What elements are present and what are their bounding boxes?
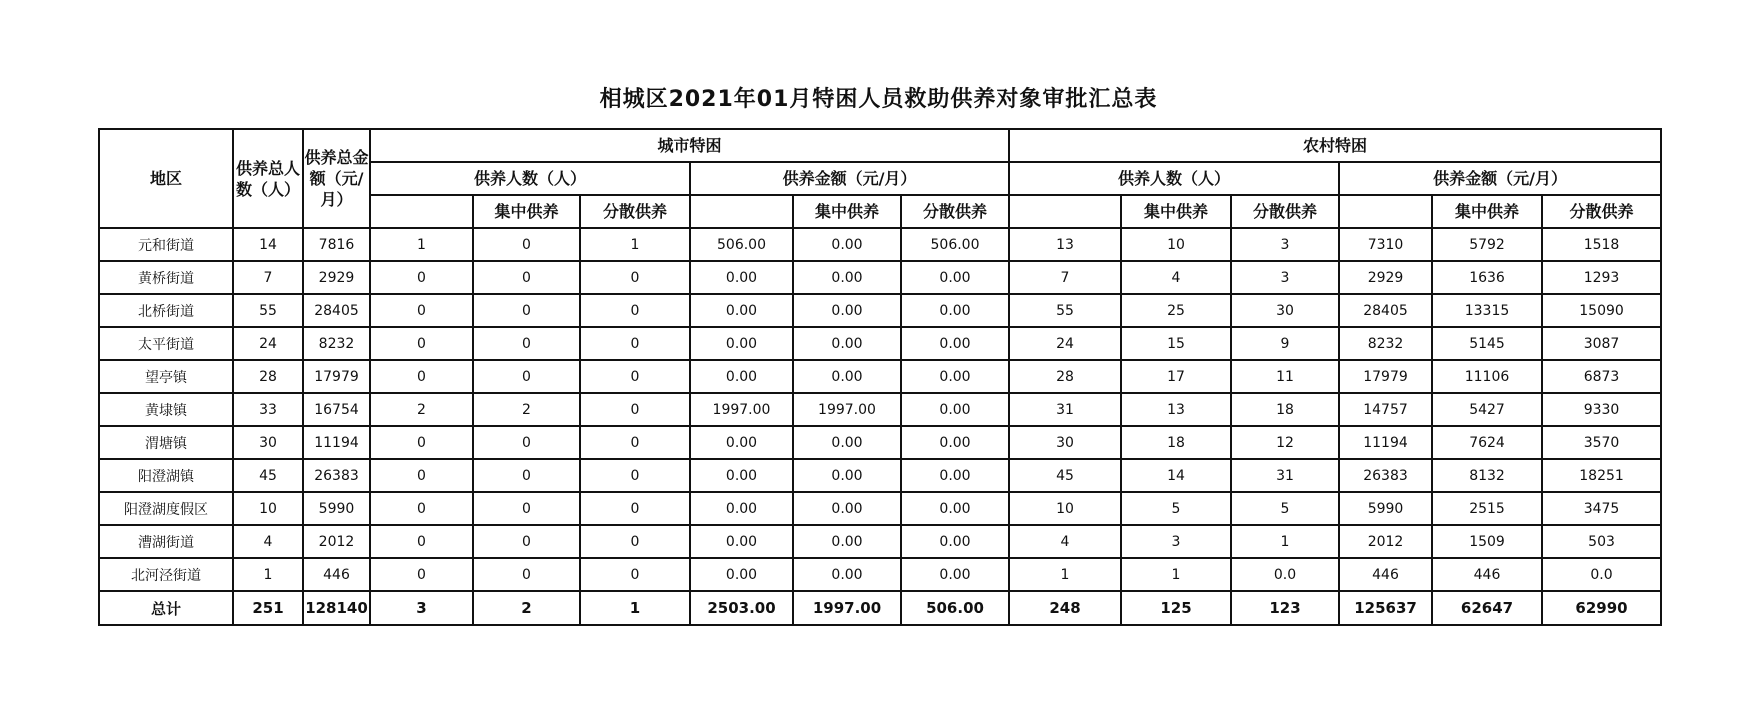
cell-rural-people: 10 — [1009, 492, 1121, 525]
cell-city-people: 2 — [370, 393, 473, 426]
cell-city-amount-dispersed: 0.00 — [901, 294, 1009, 327]
header-city-people: 供养人数（人） — [370, 162, 690, 195]
cell-rural-people: 4 — [1009, 525, 1121, 558]
cell-rural-people-dispersed: 5 — [1231, 492, 1339, 525]
table-row — [99, 228, 1661, 261]
cell-city-people: 0 — [370, 261, 473, 294]
cell-rural-people: 30 — [1009, 426, 1121, 459]
cell-rural-amount-central: 7624 — [1432, 426, 1542, 459]
cell-rural-amount: 26383 — [1339, 459, 1432, 492]
cell-rural-amount-dispersed: 0.0 — [1542, 558, 1661, 591]
cell-city-amount: 0.00 — [690, 261, 793, 294]
header-rural-amount-central: 集中供养 — [1432, 195, 1542, 228]
cell-city-amount-central: 0.00 — [793, 426, 901, 459]
cell-total-amount: 5990 — [303, 492, 370, 525]
cell-city-people: 0 — [370, 558, 473, 591]
cell-total-people: 4 — [233, 525, 303, 558]
cell-rural-people-central: 4 — [1121, 261, 1231, 294]
cell-city-amount: 2503.00 — [690, 591, 793, 625]
cell-city-people-central: 0 — [473, 558, 580, 591]
table-row — [99, 426, 1661, 459]
cell-total-people: 28 — [233, 360, 303, 393]
cell-city-people-dispersed: 0 — [580, 525, 690, 558]
cell-city-people-dispersed: 0 — [580, 558, 690, 591]
header-city-amount-central: 集中供养 — [793, 195, 901, 228]
cell-rural-people-central: 1 — [1121, 558, 1231, 591]
cell-rural-amount: 28405 — [1339, 294, 1432, 327]
cell-city-people: 1 — [370, 228, 473, 261]
cell-region: 北河泾街道 — [99, 558, 233, 591]
cell-total-people: 24 — [233, 327, 303, 360]
cell-city-amount-central: 0.00 — [793, 294, 901, 327]
cell-city-amount-central: 0.00 — [793, 525, 901, 558]
cell-rural-people: 24 — [1009, 327, 1121, 360]
header-rural-people-blank — [1009, 195, 1121, 228]
cell-city-people-central: 0 — [473, 492, 580, 525]
cell-rural-amount-dispersed: 503 — [1542, 525, 1661, 558]
cell-city-people-dispersed: 0 — [580, 360, 690, 393]
cell-rural-amount-central: 5145 — [1432, 327, 1542, 360]
cell-rural-amount-central: 5792 — [1432, 228, 1542, 261]
header-rural-amount-dispersed: 分散供养 — [1542, 195, 1661, 228]
header-rural-people: 供养人数（人） — [1009, 162, 1339, 195]
cell-city-people-dispersed: 0 — [580, 393, 690, 426]
cell-region: 元和街道 — [99, 228, 233, 261]
cell-city-people-dispersed: 0 — [580, 294, 690, 327]
cell-city-people-dispersed: 0 — [580, 459, 690, 492]
cell-rural-amount: 446 — [1339, 558, 1432, 591]
cell-total-amount: 7816 — [303, 228, 370, 261]
header-city-people-dispersed: 分散供养 — [580, 195, 690, 228]
cell-rural-people-central: 14 — [1121, 459, 1231, 492]
cell-rural-people: 13 — [1009, 228, 1121, 261]
cell-city-people: 0 — [370, 294, 473, 327]
cell-city-people-dispersed: 0 — [580, 426, 690, 459]
cell-rural-amount-central: 446 — [1432, 558, 1542, 591]
cell-region: 阳澄湖度假区 — [99, 492, 233, 525]
table-row — [99, 492, 1661, 525]
cell-city-people-dispersed: 1 — [580, 228, 690, 261]
cell-city-people-dispersed: 0 — [580, 492, 690, 525]
cell-rural-people-central: 10 — [1121, 228, 1231, 261]
cell-city-people-central: 0 — [473, 360, 580, 393]
cell-city-amount: 0.00 — [690, 492, 793, 525]
cell-rural-amount-dispersed: 15090 — [1542, 294, 1661, 327]
cell-rural-people: 28 — [1009, 360, 1121, 393]
cell-city-amount-dispersed: 0.00 — [901, 459, 1009, 492]
cell-city-people-central: 0 — [473, 228, 580, 261]
cell-rural-amount-dispersed: 3570 — [1542, 426, 1661, 459]
cell-city-people-dispersed: 1 — [580, 591, 690, 625]
cell-rural-people: 7 — [1009, 261, 1121, 294]
cell-rural-people-dispersed: 11 — [1231, 360, 1339, 393]
cell-city-people-central: 0 — [473, 426, 580, 459]
cell-rural-amount-dispersed: 9330 — [1542, 393, 1661, 426]
cell-total-amount: 8232 — [303, 327, 370, 360]
cell-city-amount-dispersed: 0.00 — [901, 261, 1009, 294]
header-city-amount-dispersed: 分散供养 — [901, 195, 1009, 228]
cell-rural-amount-central: 5427 — [1432, 393, 1542, 426]
cell-rural-amount-central: 1636 — [1432, 261, 1542, 294]
header-region: 地区 — [99, 129, 233, 228]
cell-city-people: 0 — [370, 426, 473, 459]
cell-city-amount: 0.00 — [690, 360, 793, 393]
cell-city-amount: 0.00 — [690, 525, 793, 558]
summary-table — [98, 128, 1662, 626]
cell-rural-amount-central: 8132 — [1432, 459, 1542, 492]
cell-rural-people-central: 15 — [1121, 327, 1231, 360]
cell-city-amount-central: 0.00 — [793, 459, 901, 492]
cell-total-amount: 26383 — [303, 459, 370, 492]
table-row — [99, 360, 1661, 393]
cell-rural-people-dispersed: 123 — [1231, 591, 1339, 625]
cell-total-people: 55 — [233, 294, 303, 327]
header-rural-people-central: 集中供养 — [1121, 195, 1231, 228]
cell-city-amount: 506.00 — [690, 228, 793, 261]
cell-city-people-central: 0 — [473, 294, 580, 327]
table-row — [99, 327, 1661, 360]
cell-total-amount: 2012 — [303, 525, 370, 558]
cell-total-people: 33 — [233, 393, 303, 426]
header-rural-amount-blank — [1339, 195, 1432, 228]
cell-total-people: 251 — [233, 591, 303, 625]
header-rural-people-dispersed: 分散供养 — [1231, 195, 1339, 228]
cell-total-people: 1 — [233, 558, 303, 591]
cell-rural-people: 31 — [1009, 393, 1121, 426]
cell-city-people-dispersed: 0 — [580, 261, 690, 294]
cell-rural-amount: 7310 — [1339, 228, 1432, 261]
cell-city-amount-central: 0.00 — [793, 492, 901, 525]
cell-city-amount-dispersed: 0.00 — [901, 327, 1009, 360]
header-city-amount-blank — [690, 195, 793, 228]
cell-rural-people-dispersed: 31 — [1231, 459, 1339, 492]
cell-city-amount-dispersed: 0.00 — [901, 492, 1009, 525]
cell-city-people-central: 2 — [473, 393, 580, 426]
cell-rural-amount: 125637 — [1339, 591, 1432, 625]
header-city-people-central: 集中供养 — [473, 195, 580, 228]
cell-city-amount-central: 0.00 — [793, 327, 901, 360]
table-row — [99, 261, 1661, 294]
cell-city-amount: 0.00 — [690, 426, 793, 459]
cell-city-amount-central: 1997.00 — [793, 591, 901, 625]
cell-city-amount: 0.00 — [690, 327, 793, 360]
table-row — [99, 294, 1661, 327]
cell-rural-amount-central: 11106 — [1432, 360, 1542, 393]
cell-rural-people: 1 — [1009, 558, 1121, 591]
cell-city-people-central: 0 — [473, 525, 580, 558]
cell-rural-people: 45 — [1009, 459, 1121, 492]
cell-rural-people-dispersed: 9 — [1231, 327, 1339, 360]
cell-city-people-central: 0 — [473, 327, 580, 360]
cell-city-amount-dispersed: 0.00 — [901, 525, 1009, 558]
cell-rural-amount: 11194 — [1339, 426, 1432, 459]
cell-rural-people-central: 125 — [1121, 591, 1231, 625]
cell-rural-amount-central: 2515 — [1432, 492, 1542, 525]
cell-total-people: 45 — [233, 459, 303, 492]
cell-city-amount-dispersed: 506.00 — [901, 228, 1009, 261]
cell-total-amount: 17979 — [303, 360, 370, 393]
cell-total-people: 10 — [233, 492, 303, 525]
cell-city-people-dispersed: 0 — [580, 327, 690, 360]
cell-rural-people-dispersed: 0.0 — [1231, 558, 1339, 591]
cell-city-amount-dispersed: 0.00 — [901, 426, 1009, 459]
header-rural-amount: 供养金额（元/月） — [1339, 162, 1661, 195]
cell-rural-amount-dispersed: 3475 — [1542, 492, 1661, 525]
cell-rural-amount: 2012 — [1339, 525, 1432, 558]
cell-region: 太平街道 — [99, 327, 233, 360]
cell-city-amount: 0.00 — [690, 558, 793, 591]
cell-rural-amount: 14757 — [1339, 393, 1432, 426]
cell-rural-amount: 8232 — [1339, 327, 1432, 360]
cell-city-amount-dispersed: 0.00 — [901, 360, 1009, 393]
cell-rural-amount: 2929 — [1339, 261, 1432, 294]
cell-total-people: 14 — [233, 228, 303, 261]
cell-city-amount: 0.00 — [690, 294, 793, 327]
table-body — [99, 228, 1661, 625]
cell-city-people-central: 0 — [473, 261, 580, 294]
cell-rural-amount-dispersed: 1518 — [1542, 228, 1661, 261]
total-row — [99, 591, 1661, 625]
cell-rural-amount: 17979 — [1339, 360, 1432, 393]
table-row — [99, 393, 1661, 426]
header-city-people-blank — [370, 195, 473, 228]
cell-region: 黄埭镇 — [99, 393, 233, 426]
cell-city-people: 0 — [370, 492, 473, 525]
cell-rural-people-central: 25 — [1121, 294, 1231, 327]
cell-city-people: 0 — [370, 327, 473, 360]
cell-rural-people-central: 17 — [1121, 360, 1231, 393]
cell-region: 北桥街道 — [99, 294, 233, 327]
cell-city-amount-dispersed: 0.00 — [901, 393, 1009, 426]
cell-rural-amount-central: 13315 — [1432, 294, 1542, 327]
cell-region: 渭塘镇 — [99, 426, 233, 459]
cell-rural-people-central: 18 — [1121, 426, 1231, 459]
cell-city-amount-central: 0.00 — [793, 360, 901, 393]
cell-rural-amount-dispersed: 62990 — [1542, 591, 1661, 625]
header-city: 城市特困 — [370, 129, 1009, 162]
cell-total-amount: 28405 — [303, 294, 370, 327]
cell-total-amount: 11194 — [303, 426, 370, 459]
cell-total-amount: 2929 — [303, 261, 370, 294]
cell-city-amount-dispersed: 0.00 — [901, 558, 1009, 591]
table-row — [99, 525, 1661, 558]
table-row — [99, 558, 1661, 591]
cell-city-people-central: 2 — [473, 591, 580, 625]
cell-total-amount: 16754 — [303, 393, 370, 426]
cell-rural-people-dispersed: 30 — [1231, 294, 1339, 327]
cell-rural-people-central: 5 — [1121, 492, 1231, 525]
cell-city-amount-central: 1997.00 — [793, 393, 901, 426]
header-total-amount: 供养总金额（元/月） — [303, 129, 370, 228]
cell-city-people-central: 0 — [473, 459, 580, 492]
header-rural: 农村特困 — [1009, 129, 1661, 162]
cell-city-amount-dispersed: 506.00 — [901, 591, 1009, 625]
cell-rural-people: 248 — [1009, 591, 1121, 625]
cell-rural-people-dispersed: 1 — [1231, 525, 1339, 558]
cell-region: 阳澄湖镇 — [99, 459, 233, 492]
cell-rural-amount-dispersed: 6873 — [1542, 360, 1661, 393]
cell-rural-amount-central: 1509 — [1432, 525, 1542, 558]
cell-rural-people-dispersed: 12 — [1231, 426, 1339, 459]
cell-rural-people-dispersed: 3 — [1231, 228, 1339, 261]
cell-total-amount: 128140 — [303, 591, 370, 625]
table-header — [99, 129, 1661, 228]
page-title: 相城区2021年01月特困人员救助供养对象审批汇总表 — [599, 87, 1158, 112]
cell-rural-people-central: 3 — [1121, 525, 1231, 558]
cell-rural-people-dispersed: 3 — [1231, 261, 1339, 294]
cell-city-people: 0 — [370, 459, 473, 492]
cell-city-amount: 0.00 — [690, 459, 793, 492]
table-row — [99, 459, 1661, 492]
cell-city-people: 3 — [370, 591, 473, 625]
cell-total-amount: 446 — [303, 558, 370, 591]
cell-city-people: 0 — [370, 525, 473, 558]
cell-total-people: 7 — [233, 261, 303, 294]
cell-total-people: 30 — [233, 426, 303, 459]
cell-rural-amount-dispersed: 18251 — [1542, 459, 1661, 492]
cell-city-people: 0 — [370, 360, 473, 393]
cell-rural-amount: 5990 — [1339, 492, 1432, 525]
header-city-amount: 供养金额（元/月） — [690, 162, 1009, 195]
cell-region: 黄桥街道 — [99, 261, 233, 294]
cell-rural-people-dispersed: 18 — [1231, 393, 1339, 426]
cell-region: 漕湖街道 — [99, 525, 233, 558]
cell-rural-people-central: 13 — [1121, 393, 1231, 426]
cell-city-amount-central: 0.00 — [793, 558, 901, 591]
cell-rural-amount-dispersed: 3087 — [1542, 327, 1661, 360]
cell-city-amount: 1997.00 — [690, 393, 793, 426]
cell-rural-people: 55 — [1009, 294, 1121, 327]
cell-rural-amount-dispersed: 1293 — [1542, 261, 1661, 294]
cell-city-amount-central: 0.00 — [793, 228, 901, 261]
header-total-people: 供养总人数（人） — [233, 129, 303, 228]
cell-rural-amount-central: 62647 — [1432, 591, 1542, 625]
cell-city-amount-central: 0.00 — [793, 261, 901, 294]
cell-region: 总计 — [99, 591, 233, 625]
cell-region: 望亭镇 — [99, 360, 233, 393]
